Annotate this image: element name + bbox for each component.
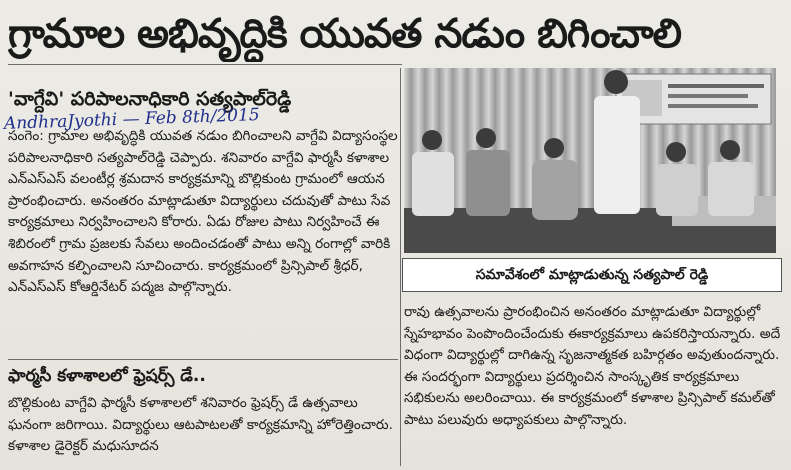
subheadline: 'వాగ్దేవి' పరిపాలనాధికారి సత్యపాల్‌రెడ్డి [8, 88, 292, 110]
column-divider [400, 68, 401, 466]
article-body-right: రావు ఉత్సవాలను ప్రారంభించిన అనంతరం మాట్లాడుతూ విద్యార్థుల్లో స్నేహభావం పెంపొందించేందుకు ఈకార్యక్రమాలు ఉపకరిస్తాయన్నారు. అదే విధంగా విద్యార్థుల్లో దాగిఉన్న సృజనాత్మకత బహిర్గతం అవుతుందన్నారు. ఈ సందర్భంగా విద్యార్థులు ప్రదర్శించిన సాంస్కృతిక కార్యక్రమాలు సభికులను అలరించాయి. ఈ కార్యక్రమంలో కళాశాల ప్రిన్సిపాల్ కమల్‌తో పాటు పలువురు అధ్యాపకులు పాల్గొన్నారు. [404, 304, 781, 428]
section-body-left: బొల్లికుంట వాగ్దేవి ఫార్మసీ కళాశాలలో శనివారం ఫ్రెషర్స్ డే ఉత్సవాలు ఘనంగా జరిగాయి. విద్యార్థులు ఆటపాటలతో కార్యక్రమాన్ని హోరెత్తించారు. కళాశాల డైరెక్టర్ మధుసూదన [8, 395, 393, 455]
article-body-left: సంగెం: గ్రామాల అభివృద్ధికి యువత నడుం బిగించాలని వాగ్దేవి విద్యాసంస్థల పరిపాలనాధికారి సత్యపాల్‌రెడ్డి చెప్పారు. శనివారం వాగ్దేవి ఫార్మసీ కళాశాల ఎన్‌ఎస్‌ఎస్ వలంటీర్ల శ్రమదాన కార్యక్రమాన్ని బొల్లికుంట గ్రామంలో ఆయన ప్రారంభించారు. అనంతరం మాట్లాడుతూ విద్యార్థులు చదువుతో పాటు సేవ కార్యక్రమాలు నిర్వహించాలని కోరారు. ఏడు రోజుల పాటు నిర్వహించే ఈ శిబిరంలో గ్రామ ప్రజలకు సేవలు అందించడంతో పాటు అన్ని రంగాల్లో వారికి అవగాహన కల్పించాలని సూచించారు. కార్యక్రమంలో ప్రిన్సిపాల్ శ్రీధర్, ఎన్‌ఎస్‌ఎస్ కోఆర్డినేటర్ పద్మజ పాల్గొన్నారు. [8, 128, 398, 296]
handwritten-date-note: AndhraJyothi — Feb 8th/2015 [3, 105, 260, 134]
article-right-column [404, 302, 782, 466]
article-left-column [8, 126, 398, 356]
photo-caption: సమావేశంలో మాట్లాడుతున్న సత్యపాల్ రెడ్డి [402, 258, 782, 292]
headline: గ్రామాల అభివృద్ధికి యువత నడుం బిగించాలి [8, 11, 681, 57]
event-photo-illustration [404, 68, 776, 253]
section-heading-freshers-day: ఫార్మసీ కళాశాలలో ఫ్రెషర్స్ డే.. [8, 366, 206, 386]
headline-rule [8, 64, 402, 65]
article-left-column-continued [8, 393, 398, 465]
section-rule [8, 359, 398, 360]
event-photo [404, 68, 776, 253]
